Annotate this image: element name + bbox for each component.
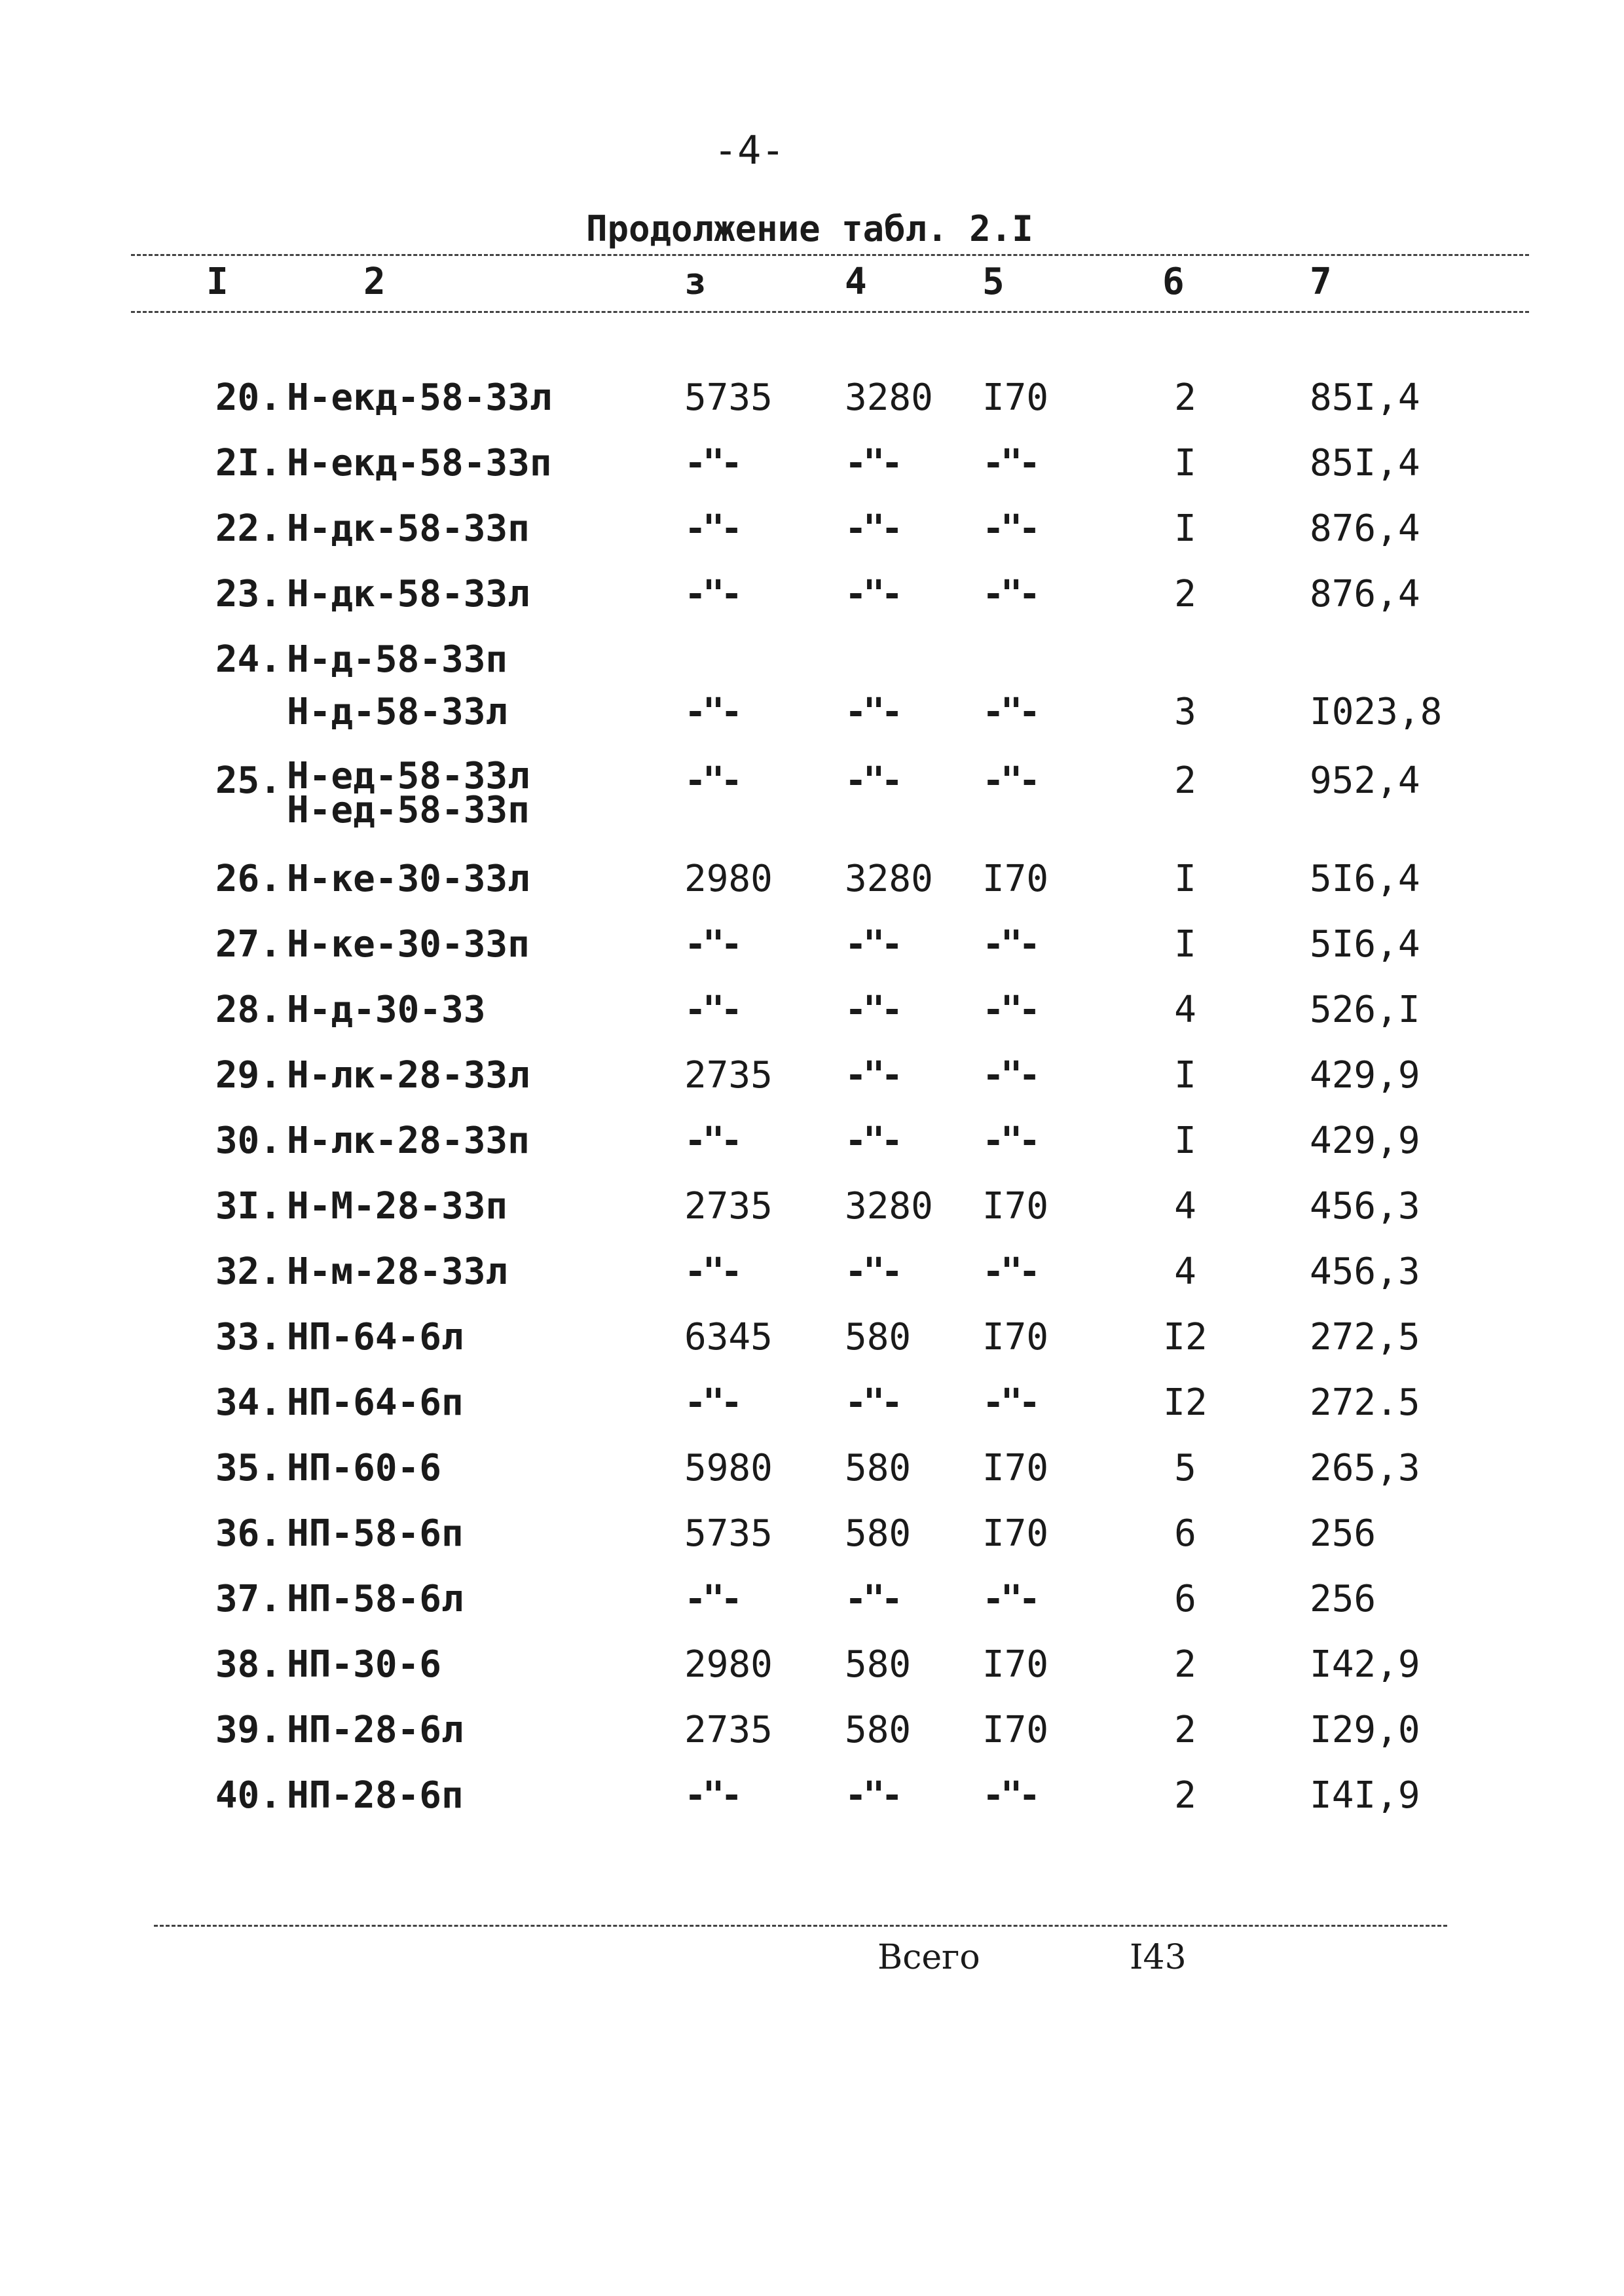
col4-value: 3280 (845, 1185, 933, 1228)
col3-value: -"- (684, 1578, 739, 1620)
col5-value: -"- (982, 1250, 1037, 1293)
table-row (0, 923, 1624, 989)
row-number: 26. (215, 858, 282, 900)
row-number: 22. (215, 507, 282, 550)
col3-value: -"- (684, 691, 739, 733)
col5-value: I70 (982, 858, 1049, 900)
total-label: Всего (877, 1938, 980, 1977)
mass-value: 876,4 (1310, 507, 1420, 550)
col3-value: 2735 (684, 1054, 773, 1097)
col3-value: -"- (684, 442, 739, 484)
item-designation: НП-64-6п (287, 1381, 464, 1424)
quantity-value: 2 (1174, 1643, 1196, 1686)
quantity-value: 3 (1174, 691, 1196, 733)
item-designation: Н-м-28-33л (287, 1250, 508, 1293)
col5-value: -"- (982, 1120, 1037, 1162)
row-number: 23. (215, 573, 282, 615)
col4-value: -"- (845, 1054, 900, 1097)
row-number: 24. (215, 638, 282, 681)
col4-value: -"- (845, 759, 900, 802)
table-row (0, 1709, 1624, 1774)
quantity-value: I (1174, 858, 1196, 900)
item-designation-line-1: Н-ед-58-33л (287, 755, 530, 797)
quantity-value: 2 (1174, 759, 1196, 802)
row-number: 37. (215, 1578, 282, 1620)
quantity-value: 4 (1174, 1185, 1196, 1228)
mass-value: 429,9 (1310, 1120, 1420, 1162)
col3-value: 5735 (684, 1512, 773, 1555)
mass-value: 85I,4 (1310, 442, 1420, 484)
mass-value: 5I6,4 (1310, 923, 1420, 966)
col4-value: -"- (845, 989, 900, 1031)
column-header-3: з (684, 261, 707, 303)
quantity-value: 4 (1174, 989, 1196, 1031)
col3-value: 2735 (684, 1185, 773, 1228)
col3-value: 5980 (684, 1447, 773, 1489)
header-top-rule (131, 254, 1529, 256)
item-designation: НП-28-6л (287, 1709, 464, 1751)
col3-value: 5735 (684, 376, 773, 419)
item-designation: НП-58-6л (287, 1578, 464, 1620)
col3-value: -"- (684, 759, 739, 802)
table-row (0, 1185, 1624, 1250)
col4-value: -"- (845, 1120, 900, 1162)
table-row (0, 1447, 1624, 1512)
item-designation-line-2: Н-ед-58-33п (287, 789, 530, 831)
mass-value: 85I,4 (1310, 376, 1420, 419)
row-number: 33. (215, 1316, 282, 1358)
col5-value: -"- (982, 573, 1037, 615)
item-designation (287, 755, 530, 831)
item-designation: Н-ке-30-33л (287, 858, 530, 900)
column-header-2: 2 (363, 261, 386, 303)
mass-value: I023,8 (1310, 691, 1443, 733)
table-row (0, 1774, 1624, 1840)
mass-value: 526,I (1310, 989, 1420, 1031)
mass-value: 429,9 (1310, 1054, 1420, 1097)
item-designation: Н-д-58-33л (287, 691, 508, 733)
item-designation: НП-58-6п (287, 1512, 464, 1555)
col4-value: -"- (845, 1250, 900, 1293)
table-row (0, 691, 1624, 756)
row-number: 32. (215, 1250, 282, 1293)
col3-value: 2980 (684, 1643, 773, 1686)
col5-value: -"- (982, 507, 1037, 550)
col5-value: I70 (982, 376, 1049, 419)
col3-value: -"- (684, 1250, 739, 1293)
col4-value: 580 (845, 1512, 912, 1555)
item-designation: Н-дк-58-33л (287, 573, 530, 615)
quantity-value: 2 (1174, 1774, 1196, 1817)
mass-value: 265,3 (1310, 1447, 1420, 1489)
table-row (0, 507, 1624, 573)
total-value: I43 (1130, 1938, 1187, 1977)
table-row (0, 573, 1624, 638)
col4-value: -"- (845, 691, 900, 733)
item-designation: Н-М-28-33п (287, 1185, 508, 1228)
table-row (0, 1643, 1624, 1709)
col5-value: I70 (982, 1316, 1049, 1358)
row-number: 25. (215, 759, 282, 802)
mass-value: 456,3 (1310, 1250, 1420, 1293)
table-row (0, 376, 1624, 442)
page-number: -4- (714, 128, 785, 173)
column-header-5: 5 (982, 261, 1005, 303)
table-caption: Продолжение табл. 2.I (586, 208, 1033, 249)
col5-value: I70 (982, 1643, 1049, 1686)
mass-value: 256 (1310, 1578, 1376, 1620)
table-row (0, 755, 1624, 831)
col4-value: -"- (845, 507, 900, 550)
row-number: 35. (215, 1447, 282, 1489)
table-row (0, 1512, 1624, 1578)
mass-value: 952,4 (1310, 759, 1420, 802)
item-designation: НП-60-6 (287, 1447, 442, 1489)
col4-value: 3280 (845, 858, 933, 900)
col4-value: 580 (845, 1709, 912, 1751)
table-row (0, 1120, 1624, 1185)
col4-value: -"- (845, 923, 900, 966)
quantity-value: I2 (1163, 1316, 1208, 1358)
col5-value: -"- (982, 691, 1037, 733)
quantity-value: 5 (1174, 1447, 1196, 1489)
column-header-6: 6 (1162, 261, 1185, 303)
row-number: 20. (215, 376, 282, 419)
column-header-1: I (206, 261, 229, 303)
item-designation: Н-д-58-33п (287, 638, 508, 681)
row-number: 27. (215, 923, 282, 966)
table-row (0, 858, 1624, 923)
col4-value: -"- (845, 1578, 900, 1620)
col4-value: -"- (845, 442, 900, 484)
col5-value: -"- (982, 442, 1037, 484)
item-designation: Н-екд-58-33л (287, 376, 552, 419)
col5-value: I70 (982, 1185, 1049, 1228)
item-designation: НП-64-6л (287, 1316, 464, 1358)
item-designation: НП-28-6п (287, 1774, 464, 1817)
col4-value: 3280 (845, 376, 933, 419)
quantity-value: I (1174, 507, 1196, 550)
quantity-value: 2 (1174, 1709, 1196, 1751)
mass-value: 456,3 (1310, 1185, 1420, 1228)
quantity-value: I (1174, 1054, 1196, 1097)
mass-value: 272.5 (1310, 1381, 1420, 1424)
col3-value: 2735 (684, 1709, 773, 1751)
mass-value: 5I6,4 (1310, 858, 1420, 900)
row-number: 39. (215, 1709, 282, 1751)
quantity-value: 6 (1174, 1578, 1196, 1620)
column-header-7: 7 (1310, 261, 1332, 303)
mass-value: 256 (1310, 1512, 1376, 1555)
col5-value: I70 (982, 1709, 1049, 1751)
mass-value: 272,5 (1310, 1316, 1420, 1358)
col4-value: -"- (845, 573, 900, 615)
item-designation: НП-30-6 (287, 1643, 442, 1686)
mass-value: I4I,9 (1310, 1774, 1420, 1817)
col3-value: -"- (684, 507, 739, 550)
col5-value: -"- (982, 1774, 1037, 1817)
col3-value: -"- (684, 923, 739, 966)
col3-value: -"- (684, 1120, 739, 1162)
row-number: 3I. (215, 1185, 282, 1228)
quantity-value: I (1174, 1120, 1196, 1162)
col5-value: -"- (982, 1381, 1037, 1424)
item-designation: Н-екд-58-33п (287, 442, 552, 484)
col4-value: 580 (845, 1316, 912, 1358)
col5-value: -"- (982, 1054, 1037, 1097)
row-number: 38. (215, 1643, 282, 1686)
table-row (0, 442, 1624, 507)
col3-value: -"- (684, 989, 739, 1031)
table-row (0, 1316, 1624, 1381)
col3-value: -"- (684, 573, 739, 615)
table-row (0, 1381, 1624, 1447)
item-designation: Н-д-30-33 (287, 989, 486, 1031)
col3-value: -"- (684, 1381, 739, 1424)
col4-value: 580 (845, 1643, 912, 1686)
col4-value: -"- (845, 1381, 900, 1424)
col4-value: 580 (845, 1447, 912, 1489)
table-row (0, 1250, 1624, 1316)
item-designation: Н-лк-28-33п (287, 1120, 530, 1162)
footer-rule (154, 1925, 1447, 1927)
table-row (0, 1578, 1624, 1643)
col3-value: 6345 (684, 1316, 773, 1358)
mass-value: 876,4 (1310, 573, 1420, 615)
item-designation: Н-ке-30-33п (287, 923, 530, 966)
col5-value: I70 (982, 1512, 1049, 1555)
table-row (0, 989, 1624, 1054)
col5-value: -"- (982, 923, 1037, 966)
mass-value: I42,9 (1310, 1643, 1420, 1686)
mass-value: I29,0 (1310, 1709, 1420, 1751)
item-designation: Н-лк-28-33л (287, 1054, 530, 1097)
col4-value: -"- (845, 1774, 900, 1817)
col5-value: -"- (982, 989, 1037, 1031)
row-number: 40. (215, 1774, 282, 1817)
item-designation: Н-дк-58-33п (287, 507, 530, 550)
quantity-value: I (1174, 923, 1196, 966)
row-number: 36. (215, 1512, 282, 1555)
row-number: 28. (215, 989, 282, 1031)
column-header-4: 4 (845, 261, 867, 303)
quantity-value: 4 (1174, 1250, 1196, 1293)
header-bottom-rule (131, 311, 1529, 313)
row-number: 34. (215, 1381, 282, 1424)
quantity-value: 2 (1174, 573, 1196, 615)
quantity-value: 6 (1174, 1512, 1196, 1555)
row-number: 2I. (215, 442, 282, 484)
row-number: 29. (215, 1054, 282, 1097)
row-number: 30. (215, 1120, 282, 1162)
col5-value: -"- (982, 759, 1037, 802)
col5-value: I70 (982, 1447, 1049, 1489)
quantity-value: I2 (1163, 1381, 1208, 1424)
col3-value: 2980 (684, 858, 773, 900)
quantity-value: 2 (1174, 376, 1196, 419)
quantity-value: I (1174, 442, 1196, 484)
col3-value: -"- (684, 1774, 739, 1817)
table-row (0, 1054, 1624, 1120)
col5-value: -"- (982, 1578, 1037, 1620)
